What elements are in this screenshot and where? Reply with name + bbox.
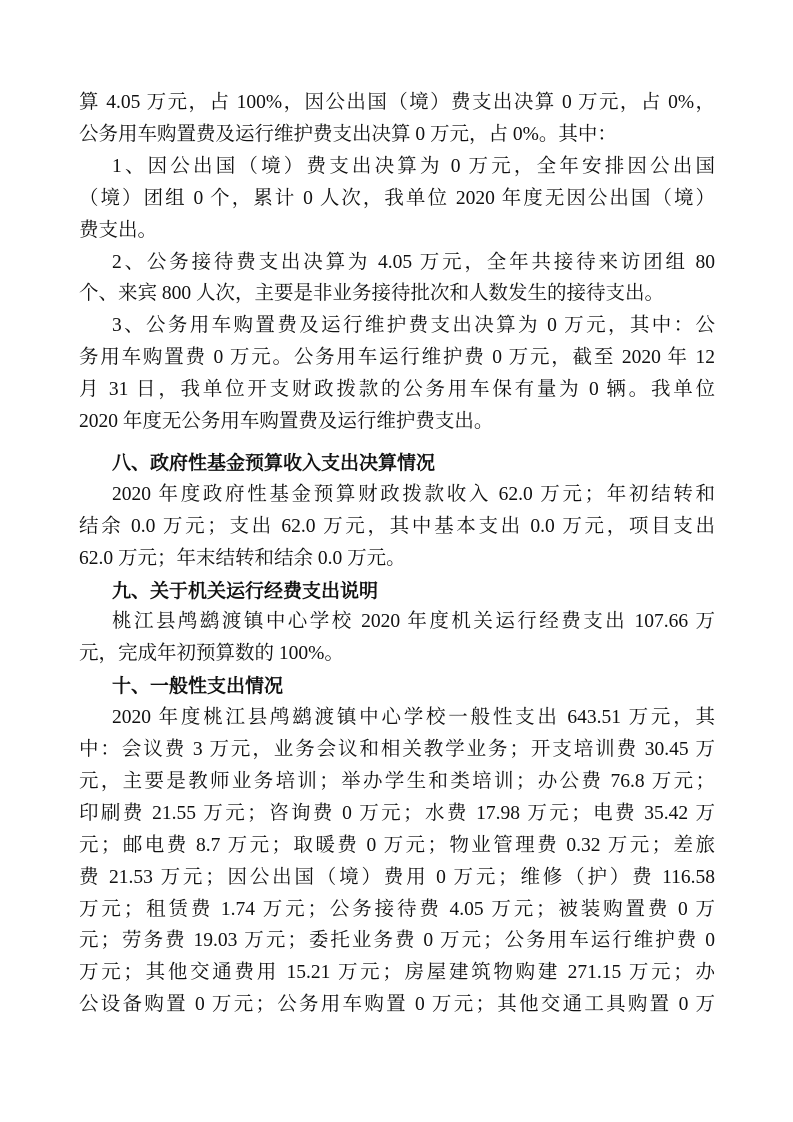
paragraph-line: 元；邮电费 8.7 万元；取暖费 0 万元；物业管理费 0.32 万元；差旅 bbox=[79, 834, 715, 856]
paragraph-line: 桃江县鸬鹚渡镇中心学校 2020 年度机关运行经费支出 107.66 万 bbox=[112, 611, 715, 633]
paragraph-line: （境）团组 0 个，累计 0 人次，我单位 2020 年度无因公出国（境） bbox=[79, 187, 715, 209]
paragraph-line: 元，完成年初预算数的 100%。 bbox=[79, 643, 344, 665]
paragraph-line: 2、公务接待费支出决算为 4.05 万元，全年共接待来访团组 80 bbox=[112, 251, 715, 273]
paragraph-line: 中：会议费 3 万元，业务会议和相关教学业务；开支培训费 30.45 万 bbox=[79, 739, 715, 760]
paragraph-line: 1、因公出国（境）费支出决算为 0 万元，全年安排因公出国 bbox=[112, 155, 715, 177]
paragraph-line: 元；劳务费 19.03 万元；委托业务费 0 万元；公务用车运行维护费 0 bbox=[79, 930, 715, 952]
section-heading: 十、一般性支出情况 bbox=[112, 675, 284, 698]
paragraph-line: 2020 年度无公务用车购置费及运行维护费支出。 bbox=[79, 411, 494, 432]
paragraph-line: 万元；其他交通费用 15.21 万元；房屋建筑物购建 271.15 万元；办 bbox=[79, 962, 715, 984]
paragraph-line: 3、公务用车购置费及运行维护费支出决算为 0 万元，其中：公 bbox=[112, 315, 715, 337]
paragraph-line: 结余 0.0 万元；支出 62.0 万元，其中基本支出 0.0 万元，项目支出 bbox=[79, 515, 715, 537]
paragraph-line: 费 21.53 万元；因公出国（境）费用 0 万元；维修（护）费 116.58 bbox=[79, 866, 715, 888]
paragraph-line: 元，主要是教师业务培训；举办学生和类培训；办公费 76.8 万元； bbox=[79, 770, 715, 792]
paragraph-line: 62.0 万元；年末结转和结余 0.0 万元。 bbox=[79, 547, 406, 569]
paragraph-line: 万元；租赁费 1.74 万元；公务接待费 4.05 万元；被装购置费 0 万 bbox=[79, 898, 715, 920]
paragraph-line: 公设备购置 0 万元；公务用车购置 0 万元；其他交通工具购置 0 万 bbox=[79, 994, 715, 1016]
paragraph-line: 月 31 日，我单位开支财政拨款的公务用车保有量为 0 辆。我单位 bbox=[79, 379, 715, 401]
paragraph-line: 费支出。 bbox=[79, 219, 158, 241]
paragraph-line: 公务用车购置费及运行维护费支出决算 0 万元，占 0%。其中： bbox=[79, 123, 617, 145]
paragraph-line: 2020 年度桃江县鸬鹚渡镇中心学校一般性支出 643.51 万元，其 bbox=[112, 707, 715, 729]
paragraph-line: 个、来宾 800 人次，主要是非业务接待批次和人数发生的接待支出。 bbox=[79, 283, 665, 305]
paragraph-line: 印刷费 21.55 万元；咨询费 0 万元；水费 17.98 万元；电费 35.42 万 bbox=[79, 802, 715, 824]
paragraph-line: 2020 年度政府性基金预算财政拨款收入 62.0 万元；年初结转和 bbox=[112, 483, 715, 505]
section-heading: 九、关于机关运行经费支出说明 bbox=[112, 579, 379, 602]
paragraph-line: 务用车购置费 0 万元。公务用车运行维护费 0 万元，截至 2020 年 12 bbox=[79, 347, 715, 369]
section-heading: 八、政府性基金预算收入支出决算情况 bbox=[112, 451, 436, 474]
paragraph-line: 算 4.05 万元，占 100%，因公出国（境）费支出决算 0 万元，占 0%， bbox=[79, 92, 715, 113]
